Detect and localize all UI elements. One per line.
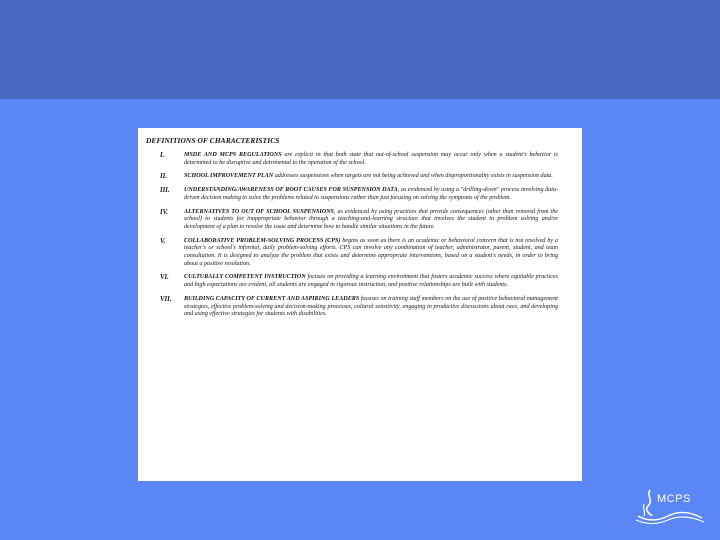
item-term: CULTURALLY COMPETENT INSTRUCTION bbox=[184, 274, 306, 281]
item-definition bbox=[184, 274, 558, 289]
item-term: MSDE AND MCPS REGULATIONS bbox=[184, 152, 282, 158]
item-definition bbox=[184, 296, 558, 319]
mcps-logo-text: MCPS bbox=[657, 493, 691, 505]
list-item bbox=[146, 209, 558, 232]
list-item bbox=[146, 296, 558, 319]
item-definition bbox=[184, 152, 558, 167]
item-term: BUILDING CAPACITY OF CURRENT AND ASPIRING LEADERS bbox=[184, 295, 360, 302]
list-item bbox=[146, 187, 558, 202]
item-term: COLLABORATIVE PROBLEM-SOLVING PROCESS (CPS) bbox=[184, 237, 341, 244]
characteristics-list bbox=[146, 152, 558, 319]
list-item bbox=[146, 173, 558, 181]
item-term: UNDERSTANDING/AWARENESS OF ROOT CAUSES FOR SUSPENSION DATA bbox=[184, 187, 398, 194]
item-text: , as evidenced by using practices that provide consequences (other than removal from the school) to students for inappropriate behavior through a teaching-and-learning structure that involves the student in problem solving and/or development of a plan to resolve the issue and determine how to handle similar situations in the future. bbox=[184, 208, 558, 230]
item-number: III. bbox=[160, 187, 170, 195]
item-text: , as evidenced by using a "drilling-down" process involving data-driven decision making to solve the problems related to suspensions rather than just focusing on solving the symptoms of the problem. bbox=[184, 187, 558, 201]
list-item bbox=[146, 238, 558, 269]
item-number: VI. bbox=[160, 274, 169, 282]
item-number: I. bbox=[160, 152, 165, 159]
item-term: SCHOOL IMPROVEMENT PLAN bbox=[184, 173, 274, 180]
list-item bbox=[146, 274, 558, 289]
list-item bbox=[146, 152, 558, 167]
item-text: addresses suspensions when targets are not being achieved and when disproportionality exists in suspension data. bbox=[273, 173, 553, 180]
item-number: V. bbox=[160, 237, 166, 245]
item-term: ALTERNATIVES TO OUT OF SCHOOL SUSPENSIONS bbox=[184, 208, 334, 215]
item-number: IV. bbox=[160, 208, 169, 216]
item-text: begins as soon as there is an academic or behavioral concern that is not resolved by a teacher's or school's informal, daily problem-solving efforts. CPS can involve any combination of teacher, administrator, parent, student, and team consultation. It is designed to analyze the problem that exists and determine appropriate interventions, based on a student's needs, in order to bring about a positive resolution. bbox=[184, 237, 558, 267]
title-band bbox=[0, 0, 720, 99]
item-definition bbox=[184, 209, 558, 232]
item-definition bbox=[184, 187, 558, 202]
document-page bbox=[138, 128, 582, 481]
item-number: II. bbox=[160, 173, 167, 181]
document-heading: DEFINITIONS OF CHARACTERISTICS bbox=[146, 136, 280, 145]
item-definition bbox=[184, 238, 558, 269]
item-text: focuses on providing a learning environment that fosters academic success where equitable practices and high expectations are evident, all students are engaged in rigorous instruction, and positive relationships are built with students. bbox=[184, 274, 559, 289]
item-text: are explicit in that both state that out-of-school suspension may occur only when a student's behavior is determined to be disruptive and detrimental to the operation of the school. bbox=[184, 152, 558, 166]
item-text: focuses on training staff members on the use of positive behavioral management strategies, effective problem-solving and decision-making processes, cultural sensitivity, engaging in productive discussions about race, and developing and using effective strategies for students with disabilities. bbox=[184, 295, 558, 318]
mcps-logo-icon bbox=[632, 486, 712, 526]
item-number: VII. bbox=[160, 295, 172, 303]
item-definition bbox=[184, 173, 558, 181]
